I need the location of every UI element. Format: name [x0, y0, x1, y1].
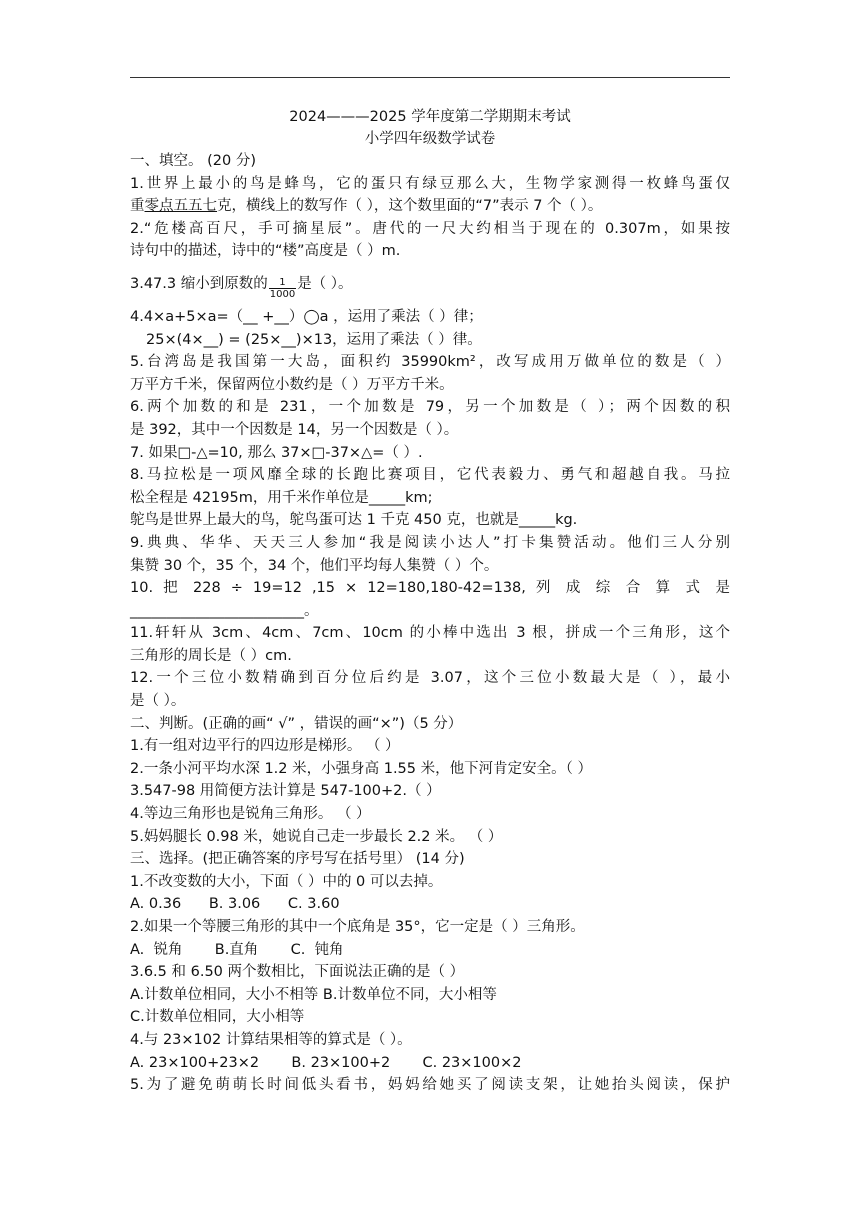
exam-subtitle: 小学四年级数学试卷 — [364, 131, 496, 147]
q3-post: 是（ ）。 — [297, 275, 353, 292]
q12-line1: 12.一个三位小数精确到百分位后约是 3.07，这个三位小数最大是（ ），最小 — [130, 670, 730, 687]
q1-line2-pre: 重 — [130, 198, 145, 215]
section2-heading: 二、判断。(正确的画“ √” ，错误的画“×”)（5 分） — [130, 715, 463, 732]
q1-underlined-number: 零点五五七 — [144, 198, 217, 215]
q3-fraction — [269, 277, 296, 300]
q1-line1: 1.世界上最小的鸟是蜂鸟，它的蛋只有绿豆那么大，生物学家测得一枚蜂鸟蛋仅 — [130, 175, 730, 192]
choice-q1-options: A. 0.36 B. 3.06 C. 3.60 — [130, 896, 340, 913]
header-rule — [130, 77, 730, 78]
q1-line2-post: 克，横线上的数写作（ ），这个数里面的“7”表示 7 个（ ）。 — [217, 198, 603, 215]
q4-line1: 4.4×a+5×a=（__ +__）◯a ，运用了乘法（ ）律； — [130, 308, 483, 325]
judge-item-5: 5.妈妈腿长 0.98 米，她说自己走一步最长 2.2 米。 （ ） — [130, 828, 503, 845]
q4-line2: 25×(4×__) = (25×__)×13，运用了乘法（ ）律。 — [146, 331, 482, 348]
choice-q2-stem: 2.如果一个等腰三角形的其中一个底角是 35°，它一定是（ ）三角形。 — [130, 919, 585, 935]
choice-q5-stem: 5.为了避免萌萌长时间低头看书，妈妈给她买了阅读支架，让她抬头阅读，保护 — [130, 1077, 730, 1094]
section1-heading: 一、填空。 (20 分) — [130, 153, 256, 169]
q5-line1: 5.台湾岛是我国第一大岛，面积约 35990km²，改写成用万做单位的数是（ ） — [130, 354, 730, 371]
q1-line2 — [130, 195, 730, 218]
judge-item-3: 3.547-98 用简便方法计算是 547-100+2.（ ） — [130, 783, 441, 800]
q9-line2: 集赞 30 个，35 个，34 个，他们平均每人集赞（ ）个。 — [130, 557, 499, 574]
choice-q4-options: A. 23×100+23×2 B. 23×100+2 C. 23×100×2 — [130, 1054, 522, 1071]
q11-line1: 11.轩轩从 3cm、4cm、7cm、10cm 的小棒中选出 3 根，拼成一个三角形，这个 — [130, 625, 730, 642]
choice-q3-options-1: A.计数单位相同，大小不相等 B.计数单位不同，大小相等 — [130, 986, 497, 1003]
q9-line1: 9.典典、华华、天天三人参加“我是阅读小达人”打卡集赞活动。他们三人分别 — [130, 534, 730, 551]
exam-content — [130, 106, 730, 1097]
q3-pre: 3.47.3 缩小到原数的 — [130, 275, 268, 292]
q3-fraction-denominator: 1000 — [269, 288, 296, 300]
q8-line1: 8.马拉松是一项风靡全球的长跑比赛项目，它代表毅力、勇气和超越自我。马拉 — [130, 467, 730, 484]
choice-q3-stem: 3.6.5 和 6.50 两个数相比，下面说法正确的是（ ） — [130, 964, 465, 981]
judge-item-1: 1.有一组对边平行的四边形是梯形。 （ ） — [130, 738, 400, 755]
q6-line2: 是 392，其中一个因数是 14，另一个因数是（ ）。 — [130, 421, 459, 438]
judge-item-4: 4.等边三角形也是锐角三角形。 （ ） — [130, 806, 371, 823]
section3-heading: 三、选择。(把正确答案的序号写在括号里） (14 分) — [130, 851, 465, 868]
q3-line — [130, 273, 730, 300]
q7-line1: 7. 如果□-△=10, 那么 37×□-37×△=（ ）. — [130, 444, 423, 461]
q10-line1: 10. 把 228 ÷ 19=12 ,15 × 12=180,180-42=138, 列 成 综 合 算 式 是 — [130, 580, 730, 597]
q12-line2: 是（ ）。 — [130, 693, 186, 710]
q3-fraction-numerator: 1 — [269, 277, 296, 289]
q8-line3: 鸵鸟是世界上最大的鸟，鸵鸟蛋可达 1 千克 450 克，也就是_____kg. — [130, 512, 578, 529]
q8-line2: 松全程是 42195m，用千米作单位是_____km; — [130, 489, 433, 506]
q6-line1: 6.两个加数的和是 231，一个加数是 79，另一个加数是（ ）；两个因数的积 — [130, 399, 730, 416]
q11-line2: 三角形的周长是（ ）cm. — [130, 647, 292, 664]
choice-q1-stem: 1.不改变数的大小，下面（ ）中的 0 可以去掉。 — [130, 873, 443, 890]
q2-line1: 2.“危楼高百尺，手可摘星辰”。唐代的一尺大约相当于现在的 0.307m，如果按 — [130, 220, 730, 237]
choice-q2-options: A. 锐角 B.直角 C. 钝角 — [130, 941, 344, 958]
exam-title: 2024———2025 学年度第二学期期末考试 — [289, 109, 571, 125]
q2-line2: 诗句中的描述，诗中的“楼”高度是（ ）m. — [130, 243, 401, 260]
choice-q4-stem: 4.与 23×102 计算结果相等的算式是（ ）。 — [130, 1031, 412, 1048]
q5-line2: 万平方千米，保留两位小数约是（ ）万平方千米。 — [130, 376, 454, 393]
judge-item-2: 2.一条小河平均水深 1.2 米，小强身高 1.55 米，他下河肯定安全。（ ） — [130, 760, 592, 777]
choice-q3-options-2: C.计数单位相同，大小相等 — [130, 1009, 305, 1026]
q10-line2: ________________________。 — [130, 602, 319, 619]
